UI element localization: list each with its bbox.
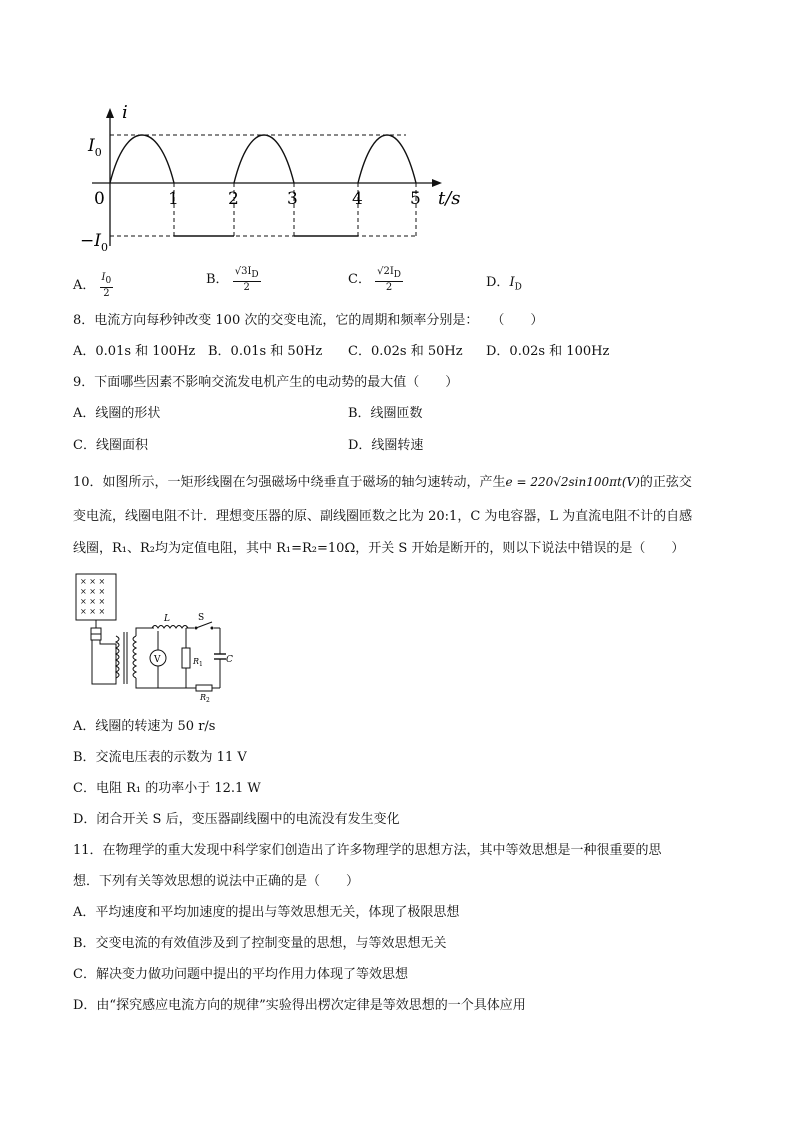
- q9-option-c[interactable]: C．线圈面积: [73, 438, 148, 453]
- q11-stem-line-2: 想．下列有关等效思想的说法中正确的是（ ）: [73, 874, 360, 889]
- q10-stem-line-2: 变电流，线圈电阻不计．理想变压器的原、副线圈匝数之比为 20:1，C 为电容器，L 为直流电阻不计的自感: [73, 509, 693, 524]
- q9-option-d[interactable]: D．线圈转速: [348, 438, 424, 453]
- emf-equation: e = 220√2sin100πt(V): [505, 475, 640, 489]
- y-axis-label: i: [122, 102, 128, 123]
- q8-stem: 8．电流方向每秒钟改变 100 次的交变电流，它的周期和频率分别是： （ ）: [73, 313, 544, 328]
- inductor-label: L: [164, 614, 170, 624]
- tick-label-5: 5: [410, 189, 421, 209]
- switch-label: S: [198, 613, 205, 623]
- tick-label-3: 3: [287, 189, 298, 209]
- tick-label-2: 2: [228, 189, 239, 209]
- tick-label-1: 1: [168, 189, 179, 209]
- q11-option-d[interactable]: D．由“探究感应电流方向的规律”实验得出楞次定律是等效思想的一个具体应用: [73, 998, 526, 1013]
- q8-option-b[interactable]: B．0.01s 和 50Hz: [208, 344, 323, 359]
- x-axis-label: t/s: [438, 188, 461, 209]
- voltmeter-label: V: [154, 655, 161, 665]
- q11-option-a[interactable]: A．平均速度和平均加速度的提出与等效思想无关，体现了极限思想: [73, 905, 460, 920]
- q9-option-a[interactable]: A．线圈的形状: [73, 406, 161, 421]
- tick-label-4: 4: [352, 189, 363, 209]
- q7-option-c[interactable]: C． $\frac{√2I_D}{2}$: [348, 266, 401, 293]
- current-time-graph: [78, 96, 468, 271]
- svg-text:× × ×: × × ×: [80, 577, 106, 586]
- q11-option-c[interactable]: C．解决变力做功问题中提出的平均作用力体现了等效思想: [73, 967, 408, 982]
- r2-label: $R_2$: [200, 693, 210, 704]
- q10-option-b[interactable]: B．交流电压表的示数为 11 V: [73, 750, 247, 765]
- svg-text:× × ×: × × ×: [80, 607, 106, 616]
- y-top-label: $I_0$: [88, 136, 102, 159]
- q10-option-c[interactable]: C．电阻 R₁ 的功率小于 12.1 W: [73, 781, 261, 796]
- q10-stem-line-1: 10．如图所示，一矩形线圈在匀强磁场中绕垂直于磁场的轴匀速转动，产生e = 220√2sin100πt(V)的正弦交: [73, 475, 692, 490]
- q11-option-b[interactable]: B．交变电流的有效值涉及到了控制变量的思想，与等效思想无关: [73, 936, 447, 951]
- q11-stem-line-1: 11．在物理学的重大发现中科学家们创造出了许多物理学的思想方法，其中等效思想是一种很重要的思: [73, 843, 662, 858]
- q7-option-d[interactable]: D．$I_D$: [486, 275, 522, 293]
- q10-option-d[interactable]: D．闭合开关 S 后，变压器副线圈中的电流没有发生变化: [73, 812, 400, 827]
- q9-stem: 9．下面哪些因素不影响交流发电机产生的电动势的最大值（ ）: [73, 375, 459, 390]
- q8-option-a[interactable]: A．0.01s 和 100Hz: [73, 344, 196, 359]
- q7-option-a[interactable]: A． $\frac{I_0}{2}$: [73, 272, 112, 299]
- origin-label: 0: [94, 189, 105, 209]
- capacitor-label: C: [226, 655, 233, 665]
- svg-text:× × ×: × × ×: [80, 597, 106, 606]
- q7-option-b[interactable]: B． $\frac{√3I_D}{2}$: [206, 266, 259, 293]
- q8-option-c[interactable]: C．0.02s 和 50Hz: [348, 344, 463, 359]
- q9-option-b[interactable]: B．线圈匝数: [348, 406, 423, 421]
- svg-text:× × ×: × × ×: [80, 587, 106, 596]
- y-bottom-label: $-I_0$: [80, 231, 108, 254]
- q10-stem-line-3: 线圈，R₁、R₂均为定值电阻，其中 R₁=R₂=10Ω，开关 S 开始是断开的，则以下说法中错误的是（ ）: [73, 541, 685, 556]
- q8-option-d[interactable]: D．0.02s 和 100Hz: [486, 344, 610, 359]
- transformer-circuit-diagram: [70, 572, 240, 704]
- q10-option-a[interactable]: A．线圈的转速为 50 r/s: [73, 719, 216, 734]
- r1-label: $R_1$: [193, 657, 203, 668]
